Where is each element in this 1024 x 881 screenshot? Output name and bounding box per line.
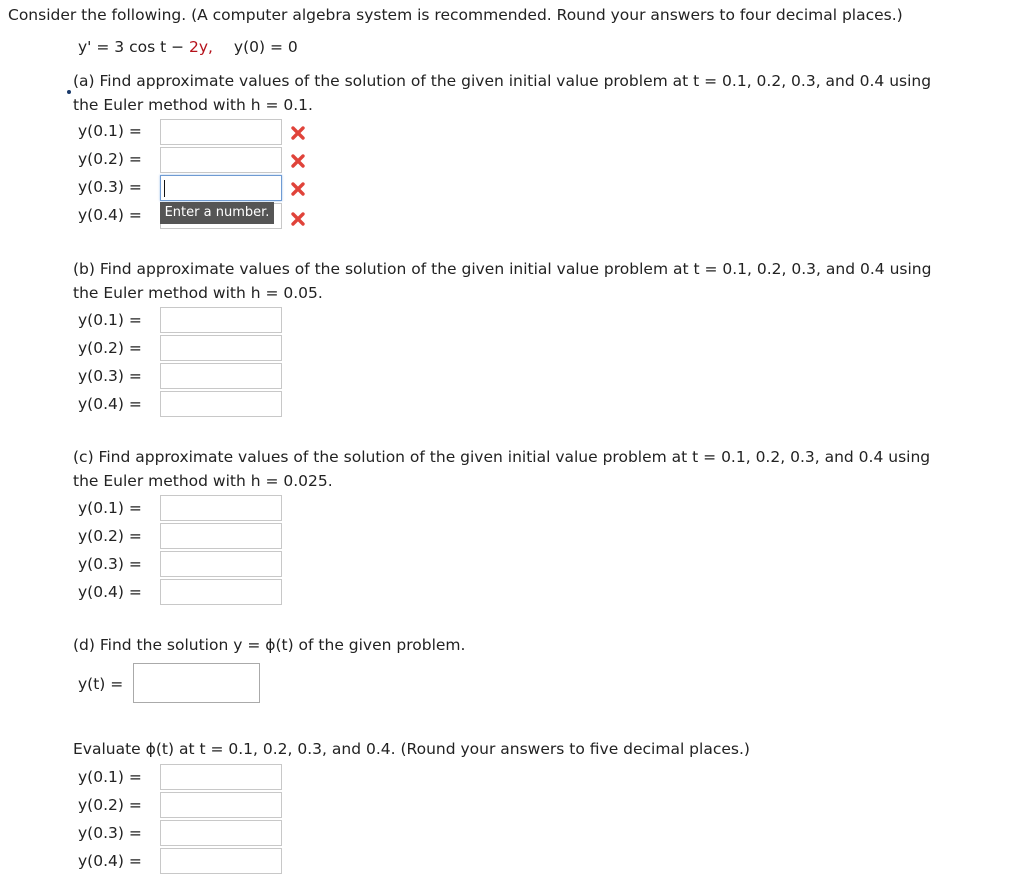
evaluate-label-4: y(0.4) =: [78, 852, 142, 870]
part-b-input-4[interactable]: [160, 391, 282, 417]
evaluate-input-4[interactable]: [160, 848, 282, 874]
part-d-prompt: (d) Find the solution y = ϕ(t) of the given problem.: [73, 636, 466, 654]
part-b-input-2[interactable]: [160, 335, 282, 361]
part-c-method: the Euler method with h = 0.025.: [73, 472, 333, 490]
part-a-label-3: y(0.3) =: [78, 178, 142, 196]
text-caret: [164, 180, 165, 197]
equation: [78, 38, 298, 56]
part-a-prompt: (a) Find approximate values of the solution of the given initial value problem at t = 0.1, 0.2, 0.3, and 0.4 using: [73, 72, 932, 90]
part-a-input-2[interactable]: [160, 147, 282, 173]
evaluate-label-1: y(0.1) =: [78, 768, 142, 786]
part-c-input-2[interactable]: [160, 523, 282, 549]
part-b-label-2: y(0.2) =: [78, 339, 142, 357]
evaluate-input-3[interactable]: [160, 820, 282, 846]
part-b-label-1: y(0.1) =: [78, 311, 142, 329]
part-a-method: the Euler method with h = 0.1.: [73, 96, 313, 114]
part-a-label-4: y(0.4) =: [78, 206, 142, 224]
evaluate-input-2[interactable]: [160, 792, 282, 818]
part-b-label-3: y(0.3) =: [78, 367, 142, 385]
part-b-input-3[interactable]: [160, 363, 282, 389]
part-c-label-4: y(0.4) =: [78, 583, 142, 601]
evaluate-label-3: y(0.3) =: [78, 824, 142, 842]
part-b-prompt: (b) Find approximate values of the solution of the given initial value problem at t = 0.1, 0.2, 0.3, and 0.4 using: [73, 260, 932, 278]
equation-rhs-term: 2y,: [189, 38, 213, 56]
part-b-method: the Euler method with h = 0.05.: [73, 284, 323, 302]
part-c-input-1[interactable]: [160, 495, 282, 521]
part-b-label-4: y(0.4) =: [78, 395, 142, 413]
part-c-label-1: y(0.1) =: [78, 499, 142, 517]
incorrect-icon: [290, 153, 306, 169]
equation-lhs: y' = 3 cos t −: [78, 38, 189, 56]
input-tooltip: Enter a number.: [160, 202, 274, 224]
part-a-label-2: y(0.2) =: [78, 150, 142, 168]
problem-intro: Consider the following. (A computer algebra system is recommended. Round your answers to four decimal places.): [8, 6, 903, 24]
part-a-input-3[interactable]: [160, 175, 282, 201]
evaluate-prompt: Evaluate ϕ(t) at t = 0.1, 0.2, 0.3, and 0.4. (Round your answers to five decimal places.): [73, 740, 750, 758]
part-c-input-4[interactable]: [160, 579, 282, 605]
part-c-input-3[interactable]: [160, 551, 282, 577]
incorrect-icon: [290, 125, 306, 141]
incorrect-icon: [290, 181, 306, 197]
part-c-label-2: y(0.2) =: [78, 527, 142, 545]
part-b-input-1[interactable]: [160, 307, 282, 333]
evaluate-input-1[interactable]: [160, 764, 282, 790]
part-d-label: y(t) =: [78, 675, 124, 693]
incorrect-icon: [290, 211, 306, 227]
part-a-input-1[interactable]: [160, 119, 282, 145]
initial-condition: y(0) = 0: [233, 38, 298, 56]
focus-dot: [67, 90, 71, 94]
evaluate-label-2: y(0.2) =: [78, 796, 142, 814]
part-c-prompt: (c) Find approximate values of the solution of the given initial value problem at t = 0.1, 0.2, 0.3, and 0.4 using: [73, 448, 931, 466]
solution-input[interactable]: [133, 663, 260, 703]
part-c-label-3: y(0.3) =: [78, 555, 142, 573]
part-a-label-1: y(0.1) =: [78, 122, 142, 140]
